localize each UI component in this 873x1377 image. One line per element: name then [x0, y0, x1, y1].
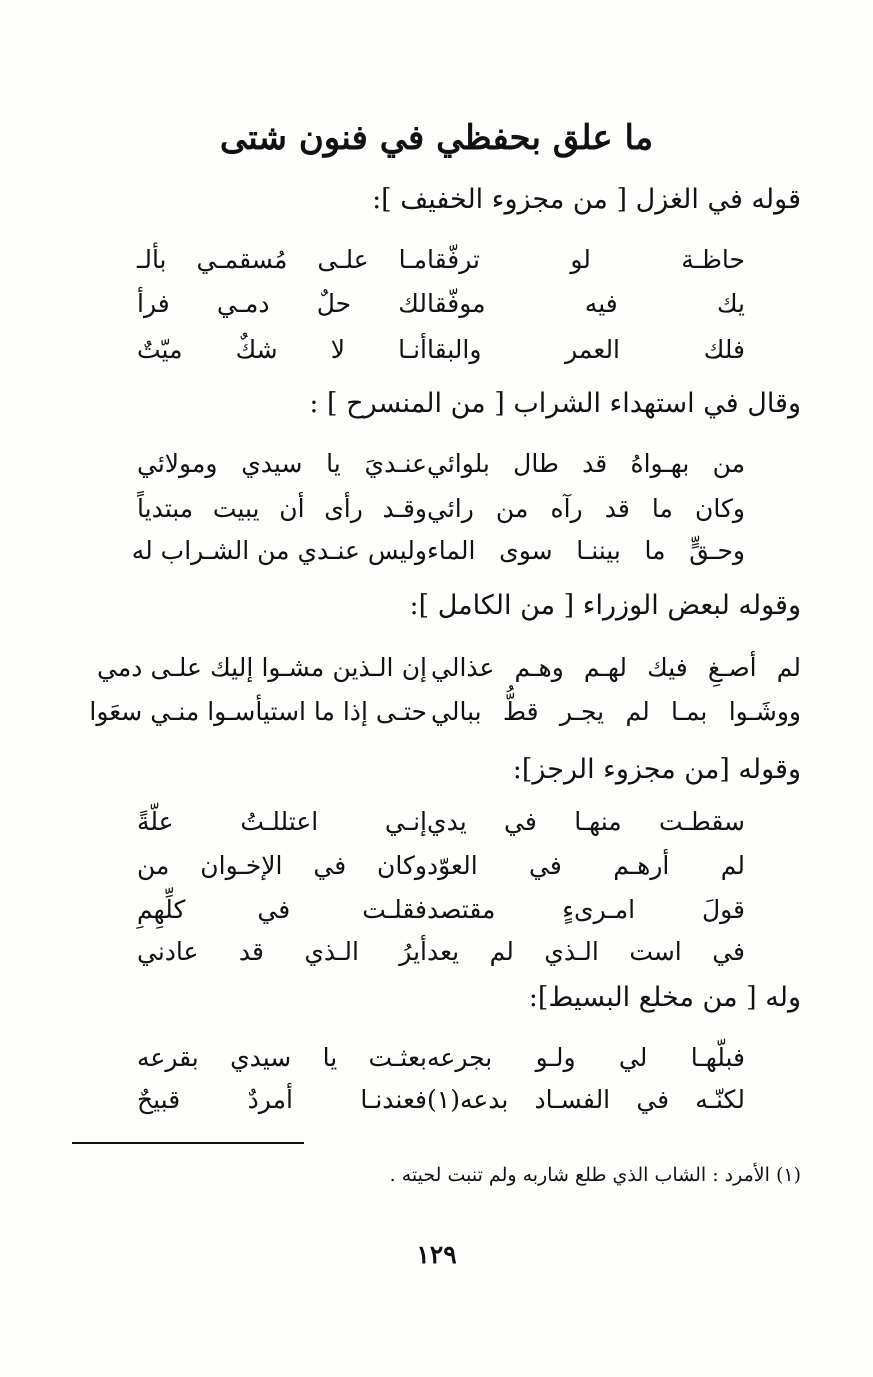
- verse-line: [0, 802, 873, 842]
- verse-first-hemistich: إن الـذين مشـوا إليك علـى دمي: [97, 653, 427, 682]
- verse-first-hemistich: عنـديَ يا سيدي ومولائي: [137, 449, 427, 478]
- verse-second-hemistich: حاظـة لو ترفّقا: [427, 245, 745, 274]
- verse-second-hemistich: من بهـواهُ قد طال بلوائي: [427, 449, 745, 478]
- verse-line: [0, 692, 873, 732]
- verse-second-hemistich: لم أرهـم في العوّد: [427, 851, 745, 880]
- section-intro: وقوله لبعض الوزراء [ من الكامل ]:: [409, 590, 801, 621]
- footnote-separator: [72, 1142, 304, 1144]
- page-title: ما علق بحفظي في فنون شتى: [219, 118, 654, 158]
- verse-second-hemistich: وحـقٍّ ما بيننـا سوى الماء: [427, 536, 745, 565]
- verse-first-hemistich: فقلـت في كلِّهِمِ: [137, 895, 427, 924]
- verse-second-hemistich: في است الـذي لم يعد: [427, 937, 745, 966]
- section-intro: وقال في استهداء الشراب [ من المنسرح ] :: [309, 388, 801, 419]
- verse-line: [0, 1038, 873, 1078]
- verse-second-hemistich: ووشَـوا بمـا لم يجـر قطُّ ببالي: [431, 697, 801, 726]
- verse-line: [0, 648, 873, 688]
- verse-second-hemistich: سقطـت منهـا في يدي: [427, 807, 745, 836]
- verse-second-hemistich: لم أصـغِ فيك لهـم وهـم عذالي: [431, 653, 801, 682]
- verse-line: [0, 284, 873, 324]
- verse-line: [0, 1080, 873, 1120]
- verse-line: [0, 240, 873, 280]
- verse-first-hemistich: حتـى إذا ما استيأسـوا منـي سعَوا: [89, 697, 427, 726]
- verse-first-hemistich: وقـد رأى أن يبيت مبتدياً: [137, 494, 427, 523]
- verse-first-hemistich: فعندنـا أمردٌ قبيحٌ: [137, 1085, 427, 1114]
- section-intro: قوله في الغزل [ من مجزوء الخفيف ]:: [372, 184, 801, 215]
- verse-first-hemistich: مـا علـى مُسقمـي بألـ: [137, 245, 427, 274]
- verse-line: [0, 330, 873, 370]
- section-intro: وقوله [من مجزوء الرجز]:: [512, 754, 801, 785]
- section-intro: وله [ من مخلع البسيط]:: [528, 982, 801, 1013]
- page-number: ١٢٩: [416, 1240, 457, 1269]
- verse-second-hemistich: قولَ امـرىءٍ مقتصد: [427, 895, 745, 924]
- verse-second-hemistich: فلك العمر والبقا: [427, 335, 745, 364]
- verse-first-hemistich: لك حلٌ دمـي فرأ: [137, 289, 427, 318]
- verse-first-hemistich: إنـي اعتللـتُ علّةً: [137, 807, 427, 836]
- verse-second-hemistich: يك فيه موفّقا: [427, 289, 745, 318]
- verse-second-hemistich: وكان ما قد رآه من رائي: [427, 494, 745, 523]
- verse-first-hemistich: وليس عنـدي من الشـراب له: [131, 536, 427, 565]
- verse-first-hemistich: وكان في الإخـوان من: [137, 851, 427, 880]
- verse-line: [0, 444, 873, 484]
- verse-first-hemistich: بعثـت يا سيدي بقرعه: [137, 1043, 427, 1072]
- footnote: (١) الأمرد : الشاب الذي طلع شاربه ولم تنبت لحيته .: [389, 1164, 801, 1186]
- verse-line: [0, 489, 873, 529]
- verse-line: [0, 846, 873, 886]
- verse-second-hemistich: فبلّهـا لي ولـو بجرعه: [427, 1043, 745, 1072]
- verse-first-hemistich: أيرُ الـذي قد عادني: [137, 937, 427, 966]
- verse-line: [0, 890, 873, 930]
- verse-first-hemistich: أنـا لا شكٌ ميّتٌ: [137, 335, 427, 364]
- verse-line: [0, 932, 873, 972]
- verse-line: [0, 531, 873, 571]
- verse-second-hemistich: لكنّـه في الفسـاد بدعه(١): [427, 1085, 745, 1114]
